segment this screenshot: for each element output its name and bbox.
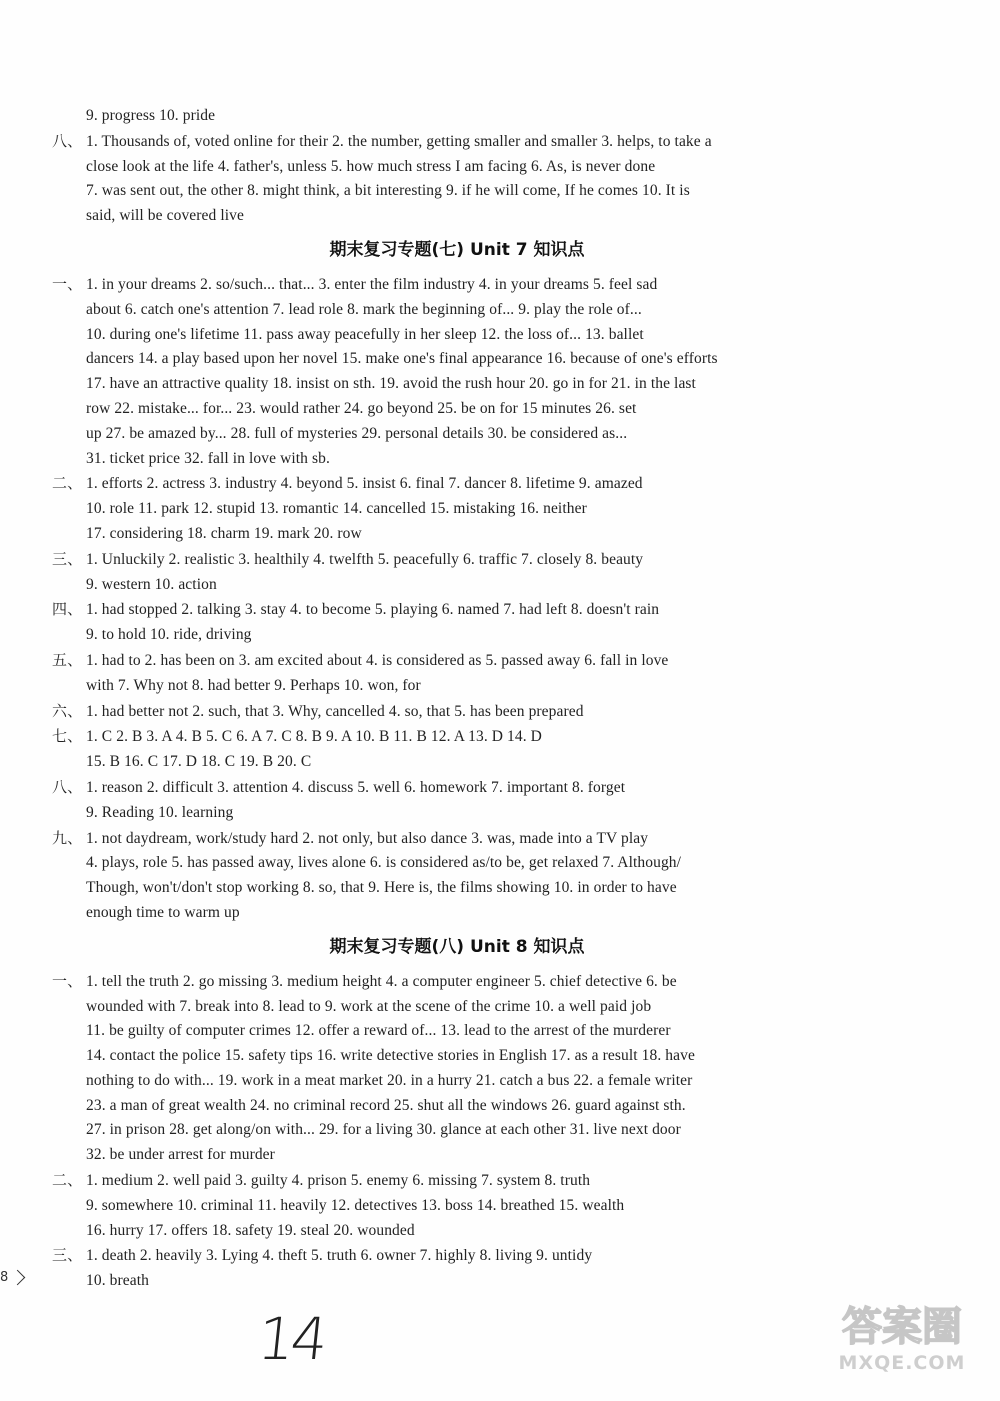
answer-line — [52, 372, 862, 397]
answer-text: 9. somewhere 10. criminal 11. heavily 12. detectives 13. boss 14. breathed 15. wealth — [86, 1196, 625, 1214]
answer-line — [52, 1194, 862, 1219]
answer-text: 1. had stopped 2. talking 3. stay 4. to become 5. playing 6. named 7. had left 8. doesn't rain — [86, 601, 660, 619]
group-number: 四、 — [52, 600, 83, 619]
answer-text: 32. be under arrest for murder — [86, 1146, 275, 1164]
answer-line — [52, 1269, 862, 1294]
question-group-line — [52, 1243, 862, 1269]
group-number: 八、 — [52, 777, 83, 796]
group-number: 一、 — [52, 274, 83, 293]
answer-text: 10. role 11. park 12. stupid 13. romantic 14. cancelled 15. mistaking 16. neither — [86, 500, 587, 518]
question-group-line — [52, 547, 862, 573]
answer-text: 9. western 10. action — [86, 575, 217, 593]
answer-line — [52, 801, 862, 826]
section-heading: 期末复习专题(八) Unit 8 知识点 — [329, 936, 585, 957]
question-group-line — [52, 826, 862, 852]
answer-text: nothing to do with... 19. work in a meat market 20. in a hurry 21. catch a bus 22. a female writer — [86, 1071, 693, 1089]
question-group-line — [52, 775, 862, 801]
answer-text: about 6. catch one's attention 7. lead role 8. mark the beginning of... 9. play the role of... — [86, 300, 642, 318]
answer-text: with 7. Why not 8. had better 9. Perhaps 10. won, for — [86, 676, 421, 694]
group-number: 三、 — [52, 549, 83, 568]
question-group-line — [52, 648, 862, 674]
answer-line — [52, 298, 862, 323]
answer-line — [52, 179, 862, 204]
answer-text: 11. be guilty of computer crimes 12. offer a reward of... 13. lead to the arrest of the murderer — [86, 1022, 671, 1040]
answer-text: 1. had to 2. has been on 3. am excited about 4. is considered as 5. passed away 6. fall in love — [86, 651, 669, 669]
question-group-line — [52, 699, 862, 725]
answer-line — [52, 497, 862, 522]
answer-line — [52, 1069, 862, 1094]
answer-text: 10. breath — [86, 1272, 149, 1290]
answer-line — [52, 155, 862, 180]
group-number: 三、 — [52, 1246, 83, 1265]
answer-line — [52, 674, 862, 699]
handwritten-note: 14 — [254, 1305, 328, 1373]
answer-line — [52, 104, 862, 129]
answer-line — [52, 876, 862, 901]
watermark-chars: 答案圈 — [842, 1304, 962, 1350]
answer-line — [52, 573, 862, 598]
page-number: 8 — [0, 1270, 9, 1285]
question-group-line — [52, 597, 862, 623]
answer-line — [52, 1219, 862, 1244]
answer-text: 1. Unluckily 2. realistic 3. healthily 4. twelfth 5. peacefully 6. traffic 7. closely 8. beauty — [86, 550, 644, 568]
answer-text: 17. considering 18. charm 19. mark 20. row — [86, 524, 362, 542]
answer-text: 15. B 16. C 17. D 18. C 19. B 20. C — [86, 753, 312, 771]
answer-line — [52, 347, 862, 372]
answer-line — [52, 204, 862, 229]
answer-text: up 27. be amazed by... 28. full of mysteries 29. personal details 30. be considered as... — [86, 424, 628, 442]
group-number: 一、 — [52, 971, 83, 990]
answer-text: 1. not daydream, work/study hard 2. not only, but also dance 3. was, made into a TV play — [86, 829, 649, 847]
answer-line — [52, 1044, 862, 1069]
answer-text: 1. death 2. heavily 3. Lying 4. theft 5. truth 6. owner 7. highly 8. living 9. untidy — [86, 1247, 593, 1265]
answer-text: 1. reason 2. difficult 3. attention 4. discuss 5. well 6. homework 7. important 8. forget — [86, 778, 626, 796]
answer-text: close look at the life 4. father's, unless 5. how much stress I am facing 6. As, is never done — [86, 157, 656, 175]
group-number: 八、 — [52, 131, 83, 150]
question-group-line — [52, 724, 862, 750]
watermark-site: MXQE.COM — [838, 1352, 966, 1374]
answer-line — [52, 422, 862, 447]
group-number: 九、 — [52, 828, 83, 847]
answer-text: 10. during one's lifetime 11. pass away peacefully in her sleep 12. the loss of... 13. ballet — [86, 325, 644, 343]
watermark-logo — [822, 1295, 982, 1385]
answer-text: 16. hurry 17. offers 18. safety 19. steal 20. wounded — [86, 1221, 415, 1239]
answer-line — [52, 851, 862, 876]
answer-text: enough time to warm up — [86, 903, 240, 921]
answer-text: 1. efforts 2. actress 3. industry 4. beyond 5. insist 6. final 7. dancer 8. lifetime 9. amazed — [86, 475, 643, 493]
answer-text: 31. ticket price 32. fall in love with sb. — [86, 449, 330, 467]
section-heading: 期末复习专题(七) Unit 7 知识点 — [329, 239, 585, 260]
answer-text: 27. in prison 28. get along/on with... 29. for a living 30. glance at each other 31. live next door — [86, 1121, 681, 1139]
answer-line — [52, 397, 862, 422]
answer-line — [52, 1094, 862, 1119]
answer-line — [52, 901, 862, 926]
answer-content — [52, 104, 862, 1294]
group-number: 二、 — [52, 1171, 83, 1190]
group-number: 二、 — [52, 474, 83, 493]
answer-text: 4. plays, role 5. has passed away, lives alone 6. is considered as/to be, get relaxed 7. Although/ — [86, 854, 682, 872]
answer-text: Though, won't/don't stop working 8. so, that 9. Here is, the films showing 10. in order to have — [86, 879, 677, 897]
answer-text: said, will be covered live — [86, 207, 244, 225]
answer-text: 7. was sent out, the other 8. might think, a bit interesting 9. if he will come, If he comes 10. It is — [86, 182, 690, 200]
question-group-line — [52, 1168, 862, 1194]
group-number: 五、 — [52, 650, 83, 669]
answer-line — [52, 1019, 862, 1044]
answer-line — [52, 1143, 862, 1168]
answer-text: 9. to hold 10. ride, driving — [86, 626, 252, 644]
answer-text: 14. contact the police 15. safety tips 16. write detective stories in English 17. as a result 18. have — [86, 1047, 695, 1065]
answer-line — [52, 750, 862, 775]
question-group-line — [52, 272, 862, 298]
answer-line — [52, 522, 862, 547]
answer-text: 23. a man of great wealth 24. no criminal record 25. shut all the windows 26. guard against sth. — [86, 1096, 686, 1114]
answer-line — [52, 995, 862, 1020]
question-group-line — [52, 471, 862, 497]
answer-line — [52, 623, 862, 648]
answer-line — [52, 323, 862, 348]
answer-line — [52, 447, 862, 472]
answer-text: wounded with 7. break into 8. lead to 9. work at the scene of the crime 10. a well paid job — [86, 997, 652, 1015]
group-number: 七、 — [52, 727, 83, 746]
answer-text: 1. in your dreams 2. so/such... that... 3. enter the film industry 4. in your dreams 5. feel sad — [86, 275, 658, 293]
answer-text: 1. C 2. B 3. A 4. B 5. C 6. A 7. C 8. B 9. A 10. B 11. B 12. A 13. D 14. D — [86, 728, 542, 746]
question-group-line — [52, 129, 862, 155]
question-group-line — [52, 969, 862, 995]
answer-text: 1. medium 2. well paid 3. guilty 4. prison 5. enemy 6. missing 7. system 8. truth — [86, 1172, 591, 1190]
answer-text: 9. progress 10. pride — [86, 107, 216, 124]
answer-line — [52, 1118, 862, 1143]
answer-text: 1. tell the truth 2. go missing 3. medium height 4. a computer engineer 5. chief detective 6. be — [86, 972, 677, 990]
answer-text: row 22. mistake... for... 23. would rather 24. go beyond 25. be on for 15 minutes 26. set — [86, 399, 637, 417]
answer-text: 1. Thousands of, voted online for their 2. the number, getting smaller and smaller 3. helps, to take a — [86, 132, 712, 150]
answer-text: 17. have an attractive quality 18. insist on sth. 19. avoid the rush hour 20. go in for 21. in the last — [86, 375, 696, 393]
answer-text: 9. Reading 10. learning — [86, 803, 234, 821]
answer-text: dancers 14. a play based upon her novel 15. make one's final appearance 16. because of one's efforts — [86, 350, 718, 368]
group-number: 六、 — [52, 701, 83, 720]
answer-text: 1. had better not 2. such, that 3. Why, cancelled 4. so, that 5. has been prepared — [86, 702, 584, 720]
